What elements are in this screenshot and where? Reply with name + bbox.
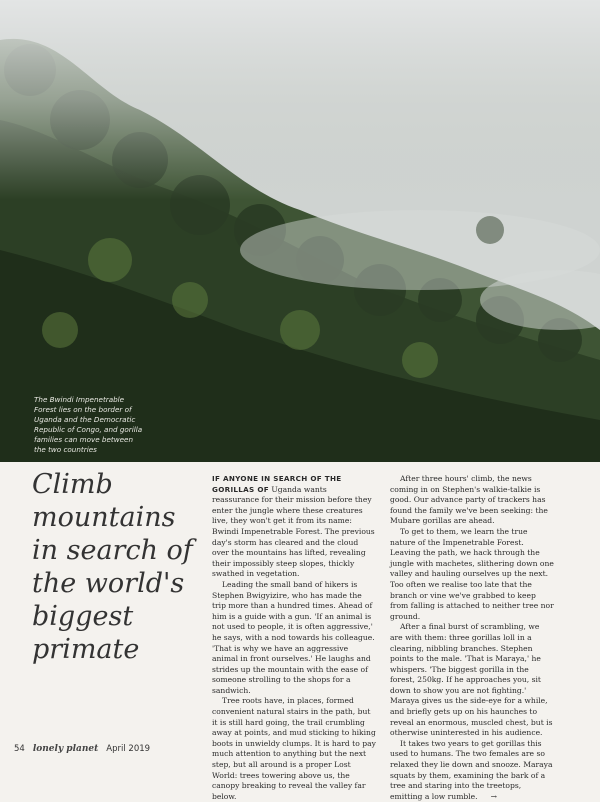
paragraph: To get to them, we learn the true nature of the Impenetrable Forest. Leaving the path, we hack through the jungle with machetes, slithering down one valley and hauling ourselves up the next. Too often we realise too late that the branch or vine we've grabbed to keep from falling is attached to neither tree nor ground. bbox=[390, 526, 554, 621]
paragraph: Tree roots have, in places, formed convenient natural stairs in the path, but it is still hard going, the trail crumbling away at points, and mud sticking to hiking boots in unwieldy clumps. It is hard to pay much attention to anything but the next step, but all around is a proper Lost World: trees towering above us, the canopy breaking to reveal the valley far below. bbox=[212, 696, 376, 801]
photo-caption: The Bwindi Impenetrable Forest lies on the border of Uganda and the Democratic Republic of Congo, and gorilla families can move between the two countries bbox=[34, 395, 143, 454]
page-footer bbox=[14, 744, 150, 754]
issue-date: April 2019 bbox=[106, 744, 151, 754]
paragraph-text: It takes two years to get gorillas this used to humans. The two females are so relaxed they lie down and snooze. Maraya squats by them, examining the bark of a tree and staring into the treetops, emitting a low rumble. bbox=[390, 738, 553, 801]
paragraph bbox=[212, 474, 376, 580]
paragraph-text: Uganda wants reassurance for their mission before they enter the jungle where these creatures live, they won't get it from its name: Bwindi Impenetrable Forest. The previous day's storm has cleared and the cloud over the mountains has lifted, revealing their impossibly steep slopes, thickly swathed in vegetation. bbox=[212, 484, 375, 579]
page-number: 54 bbox=[14, 744, 25, 754]
paragraph: After a final burst of scrambling, we are with them: three gorillas loll in a clearing, nibbling branches. Stephen points to the male. 'That is Maraya,' he whispers. 'The biggest gorilla in the forest, 250kg. If he approaches you, sit down to show you are not fighting.' Maraya gives us the side-eye for a while, and briefly gets up on his haunches to reveal an enormous, muscled chest, but is otherwise uninterested in his audience. bbox=[390, 622, 553, 738]
paragraph: After three hours' climb, the news coming in on Stephen's walkie-talkie is good. Our advance party of trackers has found the family we've been seeking: the Mubare gorillas are ahead. bbox=[390, 474, 548, 526]
article-column-1 bbox=[212, 474, 376, 802]
publication-logo: lonely planet bbox=[32, 744, 99, 754]
paragraph bbox=[390, 739, 554, 802]
lead-in: IF ANYONE IN SEARCH OF THE GORILLAS OF bbox=[212, 474, 342, 494]
paragraph: Leading the small band of hikers is Stephen Bwigyizire, who has made the trip more than a hundred times. Ahead of him is a guide with a gun. 'If an animal is not used to people, it is often aggressive,' he says, with a nod towards his colleague. 'That is why we have an aggressive animal in front ourselves.' He laughs and strides up the mountain with the ease of someone strolling to the shops for a sandwich. bbox=[212, 579, 375, 695]
article-column-2 bbox=[390, 474, 554, 802]
continue-arrow-icon: → bbox=[490, 791, 497, 801]
article-headline: Climb mountains in search of the world's biggest primate bbox=[32, 469, 193, 665]
